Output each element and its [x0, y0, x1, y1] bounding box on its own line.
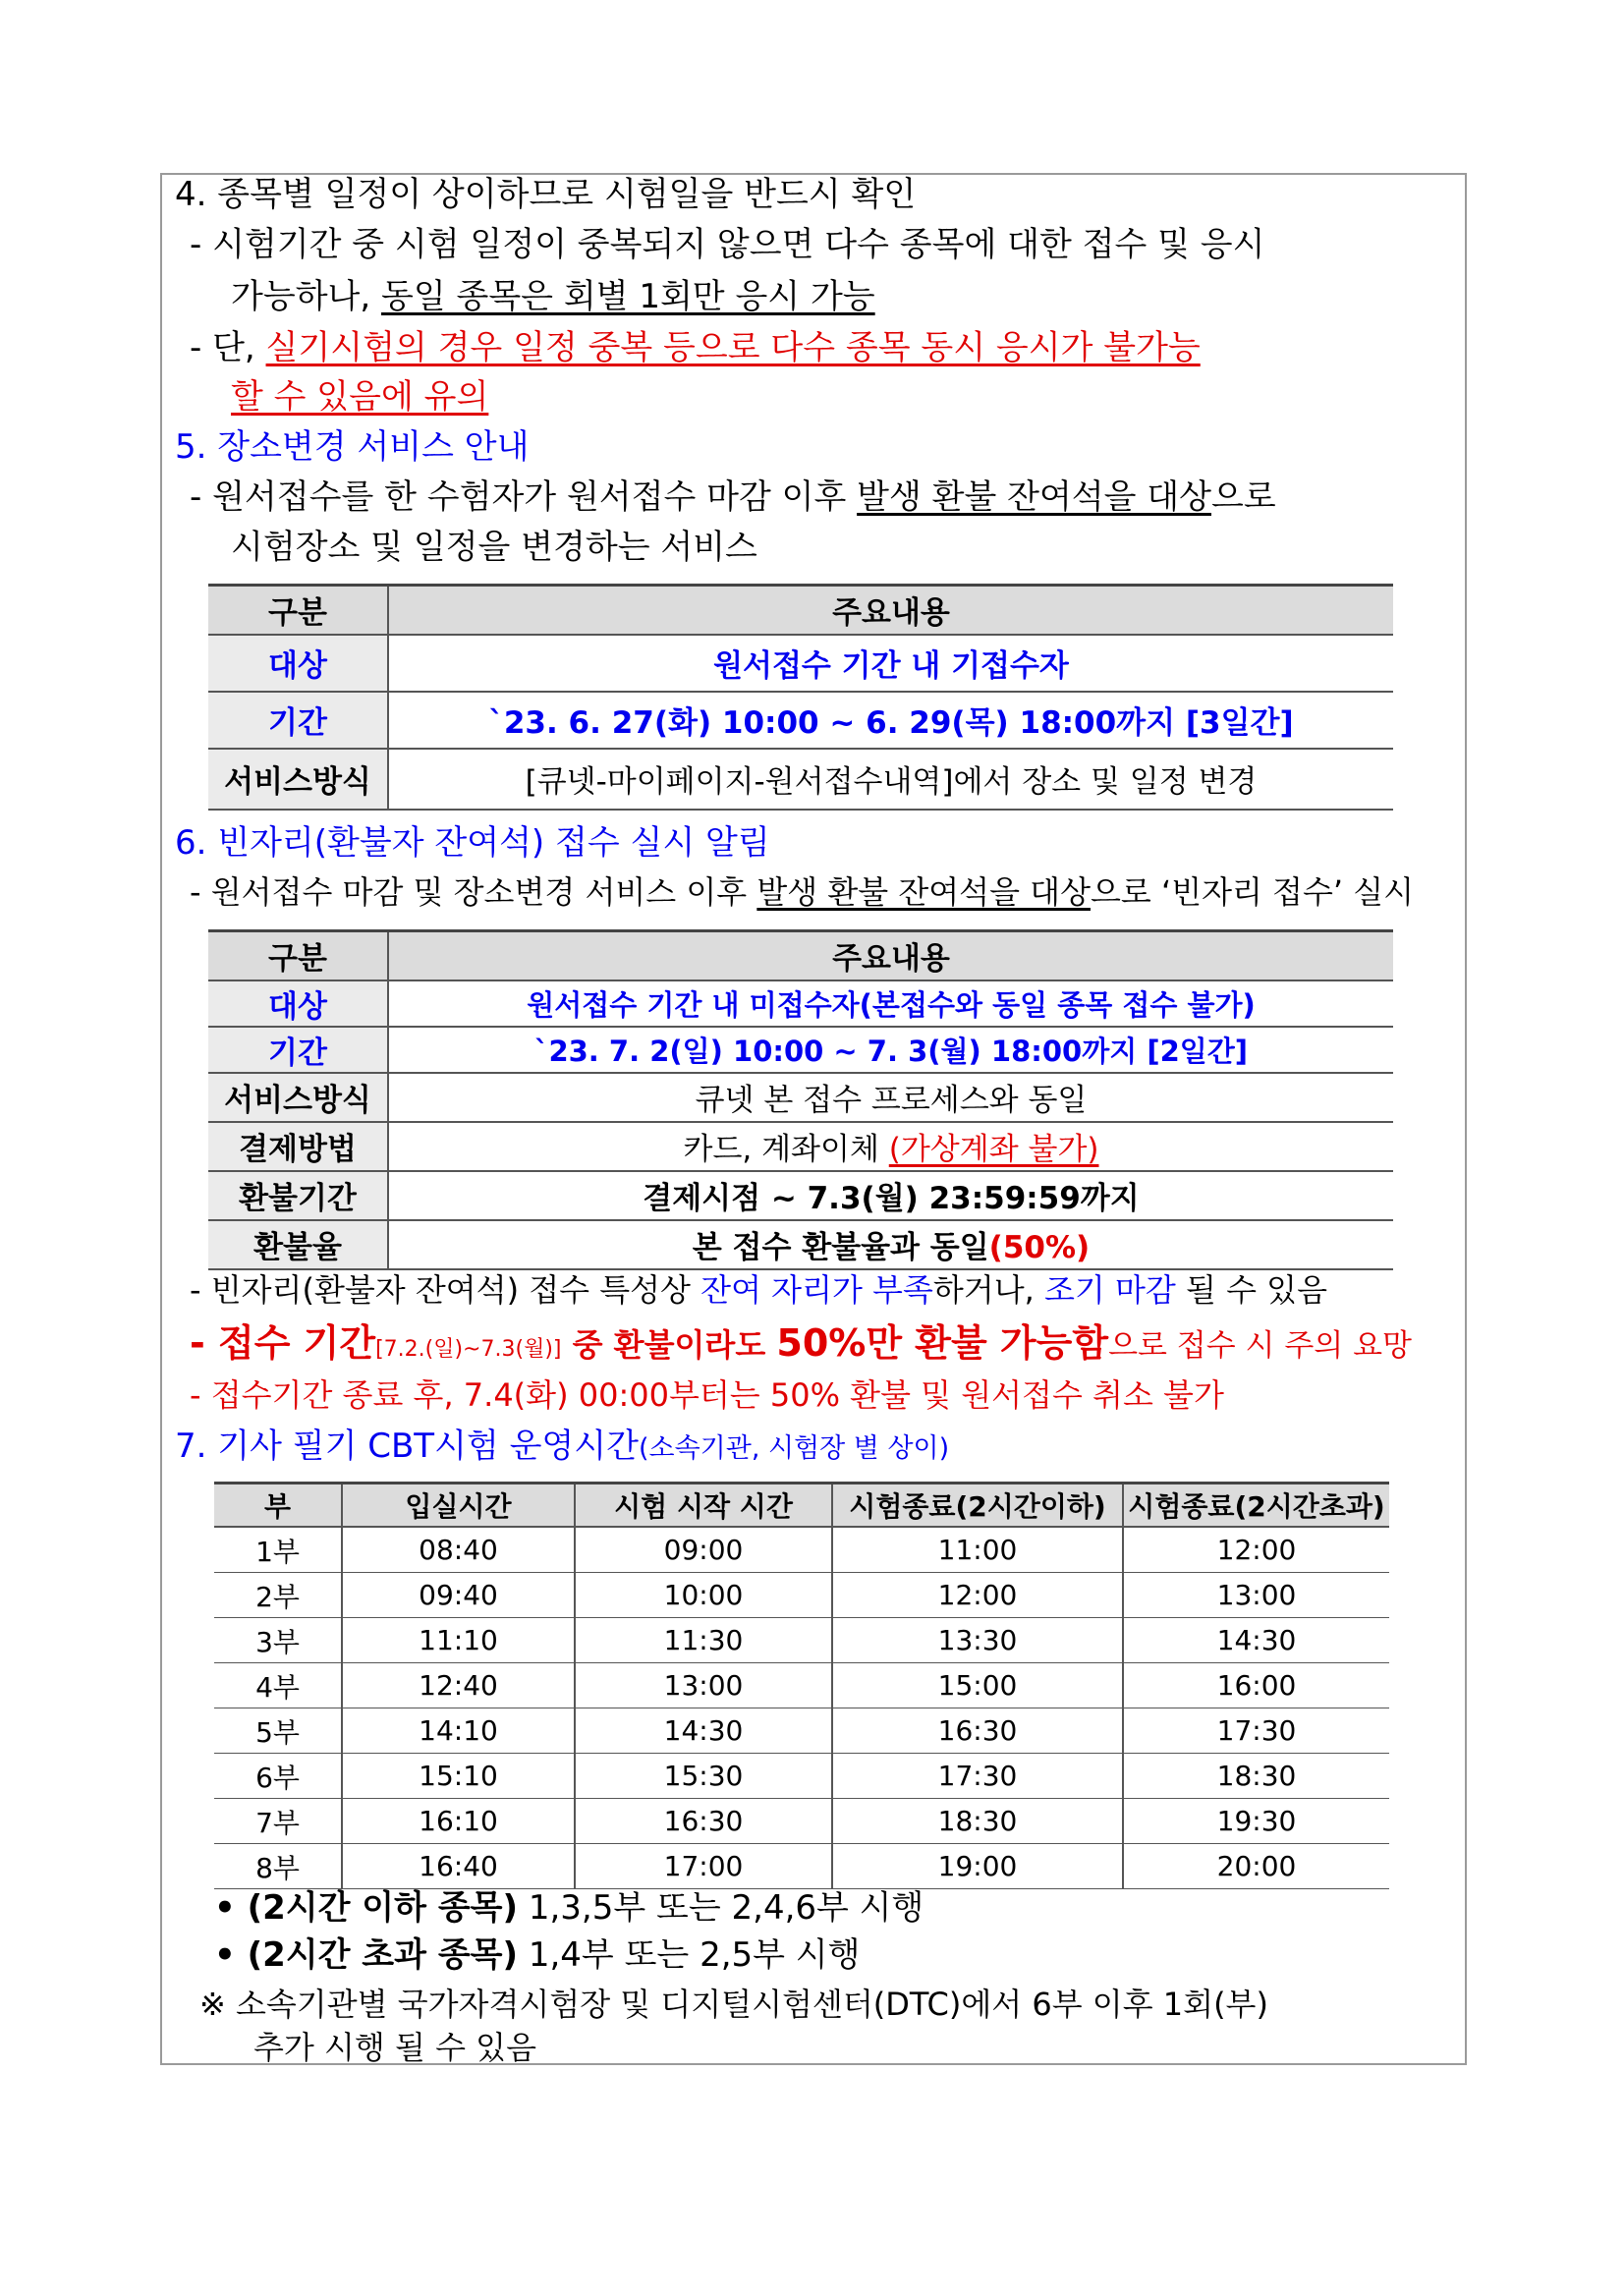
row-label: 대상 [208, 980, 388, 1027]
section-6-note-3: - 접수기간 종료 후, 7.4(화) 00:00부터는 50% 환불 및 원서접수 취소 불가 [190, 1376, 1224, 1414]
time-cell: 11:10 [342, 1618, 575, 1663]
session-label: 7부 [214, 1799, 342, 1844]
underlined-text: 발생 환불 잔여석을 대상 [756, 873, 1091, 911]
section-5-bullet-1 [190, 476, 1276, 519]
section-7-bullet-2 [214, 1933, 860, 1977]
time-cell: 14:30 [575, 1708, 832, 1754]
text: - 원서접수 마감 및 장소변경 서비스 이후 [190, 873, 757, 911]
time-cell: 12:00 [832, 1573, 1123, 1618]
warning-text: (가상계좌 불가) [888, 1132, 1099, 1167]
table-row [208, 692, 1393, 749]
time-cell: 18:30 [832, 1799, 1123, 1844]
text: 50%만 환불 가능함 [776, 1321, 1109, 1365]
time-cell: 19:00 [832, 1844, 1123, 1889]
text: 7. 기사 필기 CBT시험 운영시간 [175, 1427, 639, 1466]
time-cell: 18:30 [1123, 1754, 1389, 1799]
text: - 원서접수를 한 수험자가 원서접수 마감 이후 [190, 477, 858, 517]
row-label: 환불율 [208, 1220, 388, 1269]
text: 1,4부 또는 2,5부 시행 [518, 1935, 861, 1975]
table-header: 주요내용 [388, 586, 1393, 635]
row-value: 원서접수 기간 내 기접수자 [388, 635, 1393, 692]
time-cell: 16:30 [575, 1799, 832, 1844]
time-cell: 12:00 [1123, 1527, 1389, 1573]
row-label: 대상 [208, 635, 388, 692]
row-label: 결제방법 [208, 1122, 388, 1171]
table-row [208, 980, 1393, 1027]
time-cell: 16:30 [832, 1708, 1123, 1754]
time-cell: 13:30 [832, 1618, 1123, 1663]
session-label: 3부 [214, 1618, 342, 1663]
time-cell: 14:10 [342, 1708, 575, 1754]
table-header: 주요내용 [388, 931, 1393, 980]
table-header: 시험종료(2시간초과) [1123, 1484, 1389, 1528]
session-label: 2부 [214, 1573, 342, 1618]
text: 으로 [1211, 477, 1276, 517]
row-value: `23. 7. 2(일) 10:00 ~ 7. 3(월) 18:00까지 [2일간] [388, 1027, 1393, 1073]
time-cell: 16:40 [342, 1844, 575, 1889]
table-row [214, 1844, 1389, 1889]
text: 될 수 있음 [1175, 1271, 1327, 1309]
text: (소속기관, 시험장 별 상이) [638, 1433, 950, 1464]
text: 가능하나, [231, 277, 381, 316]
table-row [214, 1754, 1389, 1799]
time-cell: 16:00 [1123, 1663, 1389, 1708]
table-header: 시험종료(2시간이하) [832, 1484, 1123, 1528]
session-label: 8부 [214, 1844, 342, 1889]
text: 으로 ‘빈자리 접수’ 실시 [1090, 873, 1415, 911]
table-row [214, 1708, 1389, 1754]
time-cell: 15:10 [342, 1754, 575, 1799]
row-value: 원서접수 기간 내 미접수자(본접수와 동일 종목 접수 불가) [388, 980, 1393, 1027]
text: 카드, 계좌이체 [683, 1132, 889, 1167]
text: 1,3,5부 또는 2,4,6부 시행 [518, 1888, 924, 1928]
section-4-bullet-2 [190, 326, 1201, 369]
table-row [208, 1073, 1393, 1122]
time-cell: 12:40 [342, 1663, 575, 1708]
table-row [208, 749, 1393, 810]
row-label: 서비스방식 [208, 1073, 388, 1122]
section-7-title [175, 1425, 949, 1471]
section-4-title: 4. 종목별 일정이 상이하므로 시험일을 반드시 확인 [175, 175, 917, 214]
section-7-note: ※ 소속기관별 국가자격시험장 및 디지털시험센터(DTC)에서 6부 이후 1회(부) [199, 1986, 1268, 2023]
session-label: 4부 [214, 1663, 342, 1708]
section-5-bullet-1-cont: 시험장소 및 일정을 변경하는 서비스 [231, 528, 757, 567]
table-header: 부 [214, 1484, 342, 1528]
text: 중 환불이라도 [561, 1326, 777, 1364]
row-value: 큐넷 본 접수 프로세스와 동일 [388, 1073, 1393, 1122]
row-value [388, 1122, 1393, 1171]
row-value [388, 1220, 1393, 1269]
time-cell: 19:30 [1123, 1799, 1389, 1844]
time-cell: 15:30 [575, 1754, 832, 1799]
text: • (2시간 이하 종목) [214, 1888, 519, 1928]
section-5-title: 5. 장소변경 서비스 안내 [175, 427, 530, 467]
time-cell: 17:30 [832, 1754, 1123, 1799]
row-value: 결제시점 ~ 7.3(월) 23:59:59까지 [388, 1171, 1393, 1220]
table-row [214, 1618, 1389, 1663]
row-label: 기간 [208, 1027, 388, 1073]
schedule-body [214, 1527, 1389, 1889]
section-6-note-1 [190, 1268, 1327, 1312]
time-cell: 16:10 [342, 1799, 575, 1844]
time-cell: 11:00 [832, 1527, 1123, 1573]
table-header: 시험 시작 시간 [575, 1484, 832, 1528]
time-cell: 10:00 [575, 1573, 832, 1618]
cbt-schedule-table [214, 1482, 1389, 1889]
time-cell: 13:00 [575, 1663, 832, 1708]
table-row [208, 1220, 1393, 1269]
time-cell: 13:00 [1123, 1573, 1389, 1618]
table-row [208, 1171, 1393, 1220]
section-6-title: 6. 빈자리(환불자 잔여석) 접수 실시 알림 [175, 823, 770, 863]
table-row [214, 1799, 1389, 1844]
underlined-text: 동일 종목은 회별 1회만 응시 가능 [381, 277, 875, 316]
table-row [208, 635, 1393, 692]
section-6-bullet-1 [190, 870, 1414, 914]
row-label: 서비스방식 [208, 749, 388, 810]
row-label: 기간 [208, 692, 388, 749]
time-cell: 15:00 [832, 1663, 1123, 1708]
place-change-table [208, 584, 1393, 811]
text: 으로 접수 시 주의 요망 [1108, 1328, 1412, 1364]
row-label: 환불기간 [208, 1171, 388, 1220]
table-header: 구분 [208, 586, 388, 635]
time-cell: 08:40 [342, 1527, 575, 1573]
time-cell: 09:40 [342, 1573, 575, 1618]
table-row [214, 1527, 1389, 1573]
warning-text: (50%) [988, 1230, 1091, 1265]
session-label: 5부 [214, 1708, 342, 1754]
time-cell: 14:30 [1123, 1618, 1389, 1663]
row-value: [큐넷-마이페이지-원서접수내역]에서 장소 및 일정 변경 [388, 749, 1393, 810]
text: - 단, [190, 328, 266, 367]
highlight-text: 조기 마감 [1043, 1271, 1176, 1309]
vacancy-table [208, 929, 1393, 1270]
text: 하거나, [932, 1271, 1044, 1309]
section-7-bullet-1 [214, 1886, 924, 1930]
table-header: 구분 [208, 931, 388, 980]
section-6-note-2 [190, 1321, 1412, 1372]
text: [7.2.(일)~7.3(월)] [375, 1337, 562, 1362]
table-row [214, 1573, 1389, 1618]
time-cell: 09:00 [575, 1527, 832, 1573]
time-cell: 20:00 [1123, 1844, 1389, 1889]
highlight-text: 잔여 자리가 부족 [700, 1271, 933, 1309]
table-row [208, 1027, 1393, 1073]
section-4-bullet-1: - 시험기간 중 시험 일정이 중복되지 않으면 다수 종목에 대한 접수 및 응시 [190, 225, 1265, 264]
time-cell: 17:30 [1123, 1708, 1389, 1754]
section-7-note-cont: 추가 시행 될 수 있음 [253, 2029, 536, 2066]
table-row [208, 1122, 1393, 1171]
time-cell: 17:00 [575, 1844, 832, 1889]
table-row [214, 1663, 1389, 1708]
text: - 빈자리(환불자 잔여석) 접수 특성상 [190, 1271, 701, 1309]
time-cell: 11:30 [575, 1618, 832, 1663]
warning-text: 실기시험의 경우 일정 중복 등으로 다수 종목 동시 응시가 불가능 [265, 328, 1201, 367]
text: 본 접수 환불율과 동일 [692, 1230, 989, 1265]
section-4-bullet-2-cont: 할 수 있음에 유의 [231, 377, 489, 417]
underlined-text: 발생 환불 잔여석을 대상 [857, 477, 1211, 517]
text: - 접수 기간 [190, 1321, 376, 1365]
session-label: 1부 [214, 1527, 342, 1573]
text: • (2시간 초과 종목) [214, 1935, 519, 1975]
table-header: 입실시간 [342, 1484, 575, 1528]
row-value: `23. 6. 27(화) 10:00 ~ 6. 29(목) 18:00까지 [3일간] [388, 692, 1393, 749]
section-4-bullet-1-cont [231, 275, 875, 318]
session-label: 6부 [214, 1754, 342, 1799]
